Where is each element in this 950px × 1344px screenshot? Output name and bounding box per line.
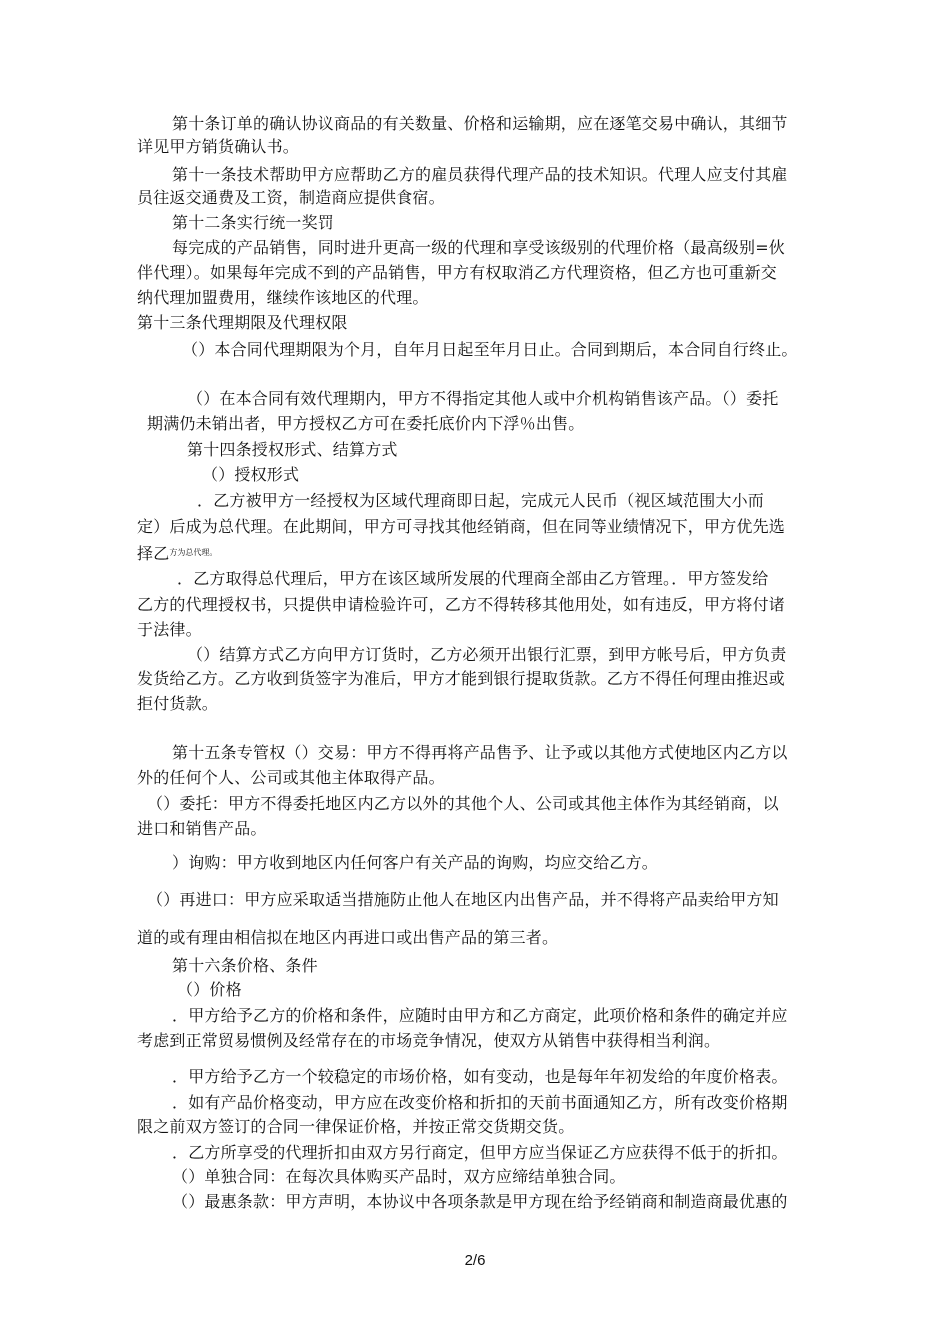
- text-line: 纳代理加盟费用，继续作该地区的代理。: [137, 288, 429, 307]
- text-line: 第十三条代理期限及代理权限: [137, 313, 348, 332]
- text-line: （）授权形式: [202, 465, 300, 484]
- text-line: 员往返交通费及工资，制造商应提供食宿。: [137, 188, 445, 207]
- text-line: 发货给乙方。乙方收到货签字为准后，甲方才能到银行提取货款。乙方不得任何理由推迟或: [137, 669, 786, 688]
- text-line: 每完成的产品销售，同时进升更高一级的代理和享受该级别的代理价格（最高级别=伙: [172, 238, 786, 257]
- text-line: 于法律。: [137, 620, 202, 639]
- text-line: （）最惠条款：甲方声明，本协议中各项条款是甲方现在给予经销商和制造商最优惠的: [172, 1192, 788, 1211]
- text-line: 第十二条实行统一奖罚: [172, 213, 335, 232]
- text-line: ）询购：甲方收到地区内任何客户有关产品的询购，均应交给乙方。: [172, 853, 659, 872]
- text-line: 第十五条专管权（）交易：甲方不得再将产品售予、让予或以其他方式使地区内乙方以: [172, 743, 788, 762]
- text-line: （）在本合同有效代理期内，甲方不得指定其他人或中介机构销售该产品。（）委托: [187, 389, 779, 408]
- text-line: 进口和销售产品。: [137, 819, 267, 838]
- text-line: 第十六条价格、条件: [172, 956, 318, 975]
- text-line: 第十一条技术帮助甲方应帮助乙方的雇员获得代理产品的技术知识。代理人应支付其雇: [172, 165, 788, 184]
- text-line: （）价格: [177, 980, 242, 999]
- text-span: 择乙: [137, 544, 170, 563]
- text-line: （）本合同代理期限为个月，自年月日起至年月日止。合同到期后，本合同自行终止。: [182, 340, 798, 359]
- text-line: 外的任何个人、公司或其他主体取得产品。: [137, 768, 445, 787]
- text-line: ．甲方给予乙方一个较稳定的市场价格，如有变动，也是每年年初发给的年度价格表。: [172, 1067, 788, 1086]
- text-line: ．甲方给予乙方的价格和条件，应随时由甲方和乙方商定，此项价格和条件的确定并应: [172, 1006, 788, 1025]
- text-line: ．乙方被甲方一经授权为区域代理商即日起，完成元人民币（视区域范围大小而: [197, 491, 765, 510]
- text-line: 第十四条授权形式、结算方式: [187, 440, 398, 459]
- text-line: 期满仍未销出者，甲方授权乙方可在委托底价内下浮％出售。: [147, 414, 585, 433]
- text-line: [137, 542, 217, 565]
- text-line: 详见甲方销货确认书。: [137, 137, 300, 156]
- text-line: ．乙方所享受的代理折扣由双方另行商定，但甲方应当保证乙方应获得不低于的折扣。: [172, 1143, 788, 1162]
- text-line: （）委托：甲方不得委托地区内乙方以外的其他个人、公司或其他主体作为其经销商，以: [147, 794, 779, 813]
- text-line: （）单独合同：在每次具体购买产品时，双方应缔结单独合同。: [172, 1167, 626, 1186]
- text-line: 拒付货款。: [137, 694, 219, 713]
- text-line: ．乙方取得总代理后，甲方在该区域所发展的代理商全部由乙方管理。．甲方签发给: [177, 569, 769, 588]
- text-line: ．如有产品价格变动，甲方应在改变价格和折扣的天前书面通知乙方，所有改变价格期: [172, 1093, 788, 1112]
- text-line: （）结算方式乙方向甲方订货时，乙方必须开出银行汇票，到甲方帐号后，甲方负责: [187, 645, 787, 664]
- small-text: 方为总代理。: [169, 548, 218, 557]
- text-line: 伴代理）。如果每年完成不到的产品销售，甲方有权取消乙方代理资格，但乙方也可重新交: [137, 263, 778, 282]
- page-number: 2/6: [464, 1252, 486, 1269]
- text-line: 限之前双方签订的合同一律保证价格，并按正常交货期交货。: [137, 1117, 575, 1136]
- text-line: 乙方的代理授权书，只提供申请检验许可，乙方不得转移其他用处，如有违反，甲方将付诸: [137, 595, 786, 614]
- text-line: （）再进口：甲方应采取适当措施防止他人在地区内出售产品，并不得将产品卖给甲方知: [147, 890, 779, 909]
- text-line: 第十条订单的确认协议商品的有关数量、价格和运输期，应在逐笔交易中确认，其细节: [172, 114, 788, 133]
- text-line: 考虑到正常贸易惯例及经常存在的市场竞争情况，使双方从销售中获得相当利润。: [137, 1031, 721, 1050]
- text-line: 定）后成为总代理。在此期间，甲方可寻找其他经销商，但在同等业绩情况下，甲方优先选: [137, 517, 786, 536]
- text-line: 道的或有理由相信拟在地区内再进口或出售产品的第三者。: [137, 928, 559, 947]
